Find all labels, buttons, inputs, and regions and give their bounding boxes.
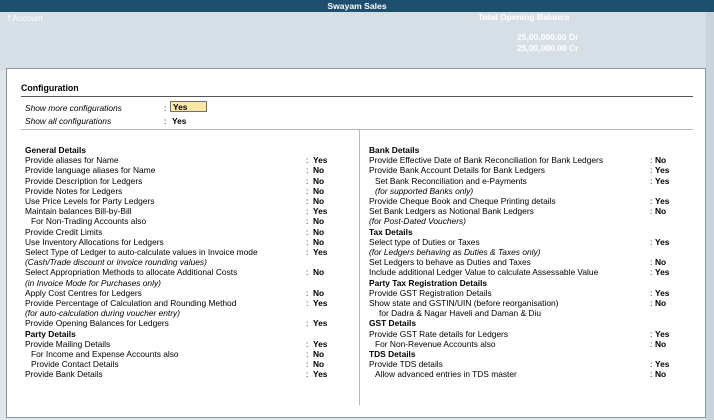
section-title: TDS Details <box>369 349 416 359</box>
config-value[interactable]: Yes <box>655 175 670 186</box>
column-divider <box>359 129 360 405</box>
config-value[interactable]: Yes <box>313 338 328 349</box>
configuration-panel: Configuration Show more configurations : Yes Show all configurations : Yes General Details Provide aliases for Name : Yes Provide language aliases for Name : No Provide Description for Ledgers : No Provide Notes for Ledgers : No Use Price Levels for Party Ledgers : No Maintain balances Bill-by-Bill : Yes For Non-Trading Accounts also : No Provide Credit Limits : No Use Inventory Allocations for Ledgers : No Select Type of Ledger to auto-calculate values in Invoice mode : Yes (Cash/Trade discount or invoice rounding values) Select Appropriation Methods to allocate Additional Costs : No (in Invoice Mode for Purchases only) Apply Cost Centres for Ledgers : No Provide Percentage of Calculation and Rounding Method : Yes (for auto-calculation during voucher entry) Provide Opening Balances for Ledgers : Yes Party Details Provide Mailing Details : Yes For Income and Expense Accounts also : No Provide Contact Details : No Provide Bank Details : Yes Bank Details Provide Effective Date of Bank Reconciliation for Bank Ledgers : No Provide Bank Account Details for Bank Ledgers : Yes Set Bank Reconciliation and e-Payments : Yes (for supported Banks only) Provide Cheque Book and Cheque Printing details : Yes Set Bank Ledgers as Notional Bank Ledgers : No (for Post-Dated Vouchers) Tax Details Select type of Duties or Taxes : Yes (for Ledgers behaving as Duties & Taxes only) Set Ledgers to behave as Duties and Taxes : No Include additional Ledger Value to calculate Assessable Value : Yes Party Tax Registration Details Provide GST Registration Details : Yes Show state and GSTIN/UIN (before reorganisation) : No for Dadra & Nagar Haveli and Daman & Diu GST Details Provide GST Rate details for Ledgers : Yes For Non-Revenue Accounts also : No TDS Details Provide TDS details : Yes Allow advanced entries in TDS master : No <box>6 68 706 418</box>
config-label: Provide aliases for Name <box>25 155 119 166</box>
config-label: (Cash/Trade discount or invoice rounding values) <box>25 257 207 268</box>
config-value[interactable]: No <box>655 338 667 349</box>
section-title: Party Details <box>25 328 76 339</box>
background-total-label: Total Opening Balance <box>478 12 570 22</box>
config-label: for Dadra & Nagar Haveli and Daman & Diu <box>379 308 541 319</box>
config-label: Allow advanced entries in TDS master <box>375 369 517 380</box>
config-label: (for Ledgers behaving as Duties & Taxes only) <box>369 247 541 257</box>
config-label: Provide Contact Details <box>31 359 119 370</box>
config-value[interactable]: Yes <box>313 369 328 380</box>
config-value[interactable]: No <box>313 349 325 359</box>
config-value[interactable]: Yes <box>655 165 670 176</box>
config-label: (in Invoice Mode for Purchases only) <box>25 277 161 288</box>
config-value[interactable]: Yes <box>313 318 328 329</box>
config-value[interactable]: No <box>313 226 325 237</box>
config-value[interactable]: No <box>313 359 325 370</box>
config-label: (for auto-calculation during voucher entry) <box>25 308 181 319</box>
section-title: General Details <box>25 145 86 155</box>
config-label: Provide Bank Account Details for Bank Ledgers <box>369 165 545 176</box>
config-label: Provide Percentage of Calculation and Rounding Method <box>25 298 237 308</box>
config-label: Use Inventory Allocations for Ledgers <box>25 236 164 247</box>
config-value[interactable]: No <box>655 298 667 308</box>
config-value[interactable]: Yes <box>655 328 670 339</box>
config-value[interactable]: No <box>313 175 325 186</box>
config-label: Provide Notes for Ledgers <box>25 185 123 196</box>
config-value[interactable]: Yes <box>655 359 670 370</box>
config-value[interactable]: No <box>313 287 325 298</box>
section-title: Party Tax Registration Details <box>369 277 488 288</box>
config-label: Provide Bank Details <box>25 369 103 380</box>
window-title: Swayam Sales <box>0 0 714 12</box>
config-label: Apply Cost Centres for Ledgers <box>25 287 142 298</box>
config-value[interactable]: Yes <box>313 298 328 308</box>
config-label: Select Type of Ledger to auto-calculate values in Invoice mode <box>25 247 258 257</box>
config-label: Provide language aliases for Name <box>25 165 156 176</box>
config-label: Provide GST Rate details for Ledgers <box>369 328 509 339</box>
config-label: Provide Effective Date of Bank Reconciliation for Bank Ledgers <box>369 155 604 166</box>
config-value[interactable]: Yes <box>655 236 670 247</box>
config-value[interactable]: No <box>655 155 667 166</box>
show-more-input[interactable]: Yes <box>170 101 207 112</box>
config-value[interactable]: Yes <box>313 247 328 257</box>
config-label: Include additional Ledger Value to calculate Assessable Value <box>369 267 599 278</box>
config-label: Provide Credit Limits <box>25 226 103 237</box>
config-label: Provide Cheque Book and Cheque Printing details <box>369 196 556 206</box>
configuration-header: Configuration <box>21 83 79 93</box>
config-label: Provide TDS details <box>369 359 443 370</box>
right-button-bar <box>706 12 714 420</box>
show-all-label: Show all configurations <box>25 116 112 126</box>
config-value[interactable]: Yes <box>655 287 670 298</box>
config-label: (for Post-Dated Vouchers) <box>369 216 466 227</box>
config-label: Use Price Levels for Party Ledgers <box>25 196 155 206</box>
config-value[interactable]: No <box>313 236 325 247</box>
config-value[interactable]: No <box>655 369 667 380</box>
config-value[interactable]: No <box>313 216 325 227</box>
show-more-label: Show more configurations <box>25 103 122 113</box>
config-value[interactable]: Yes <box>655 267 670 278</box>
config-label: For Non-Trading Accounts also <box>31 216 147 227</box>
config-label: Maintain balances Bill-by-Bill <box>25 206 132 217</box>
config-label: Select Appropriation Methods to allocate Additional Costs <box>25 267 238 278</box>
config-label: Show state and GSTIN/UIN (before reorganisation) <box>369 298 559 308</box>
config-value[interactable]: No <box>313 196 325 206</box>
config-label: For Income and Expense Accounts also <box>31 349 179 359</box>
config-value[interactable]: No <box>655 206 667 217</box>
background-account-label: f Account <box>8 13 43 23</box>
config-label: Set Bank Reconciliation and e-Payments <box>375 175 527 186</box>
header-divider <box>21 96 693 97</box>
config-label: Provide Description for Ledgers <box>25 175 143 186</box>
section-title: Tax Details <box>369 226 413 237</box>
config-label: For Non-Revenue Accounts also <box>375 338 496 349</box>
config-label: (for supported Banks only) <box>375 185 474 196</box>
config-value[interactable]: Yes <box>313 155 328 166</box>
background-ledger-view <box>0 12 714 70</box>
config-label: Provide GST Registration Details <box>369 287 492 298</box>
show-all-value[interactable]: Yes <box>172 116 187 126</box>
config-divider <box>21 129 693 130</box>
config-value[interactable]: Yes <box>655 196 670 206</box>
config-label: Set Ledgers to behave as Duties and Taxes <box>369 257 531 268</box>
section-title: GST Details <box>369 318 417 329</box>
config-label: Provide Mailing Details <box>25 338 111 349</box>
background-debit: 25,00,000.00 Dr <box>517 32 579 42</box>
background-credit: 25,00,000.00 Cr <box>517 43 579 53</box>
config-label: Select type of Duties or Taxes <box>369 236 480 247</box>
config-value[interactable]: No <box>313 267 325 278</box>
config-label: Set Bank Ledgers as Notional Bank Ledgers <box>369 206 534 217</box>
config-value[interactable]: No <box>313 165 325 176</box>
config-value[interactable]: Yes <box>313 206 328 217</box>
config-value[interactable]: No <box>655 257 667 268</box>
section-title: Bank Details <box>369 145 420 155</box>
config-label: Provide Opening Balances for Ledgers <box>25 318 169 329</box>
config-value[interactable]: No <box>313 185 325 196</box>
